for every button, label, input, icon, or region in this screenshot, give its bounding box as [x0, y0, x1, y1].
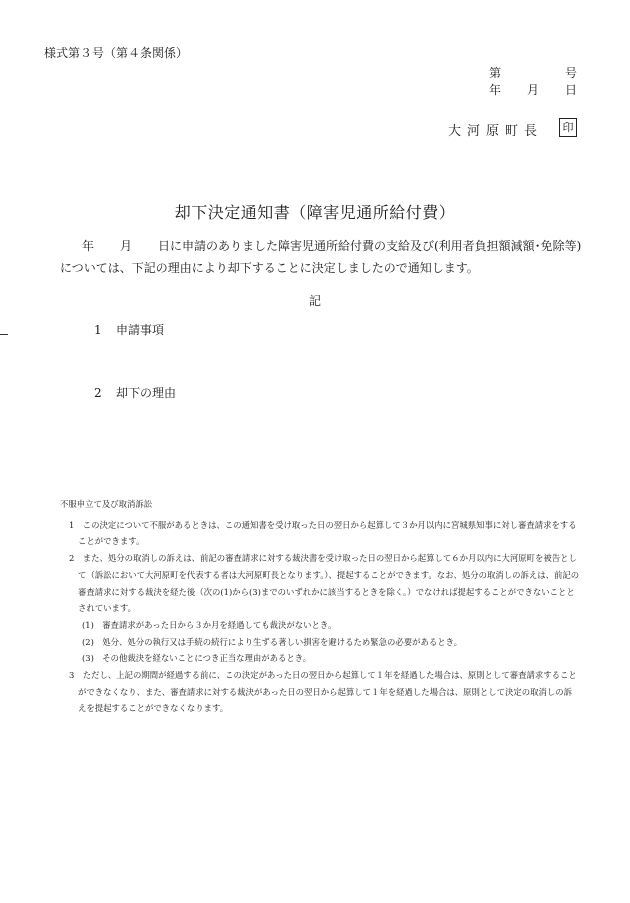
intro-line-1-text: 日に申請のありました障害児通所給付費の支給及び(利用者負担額減額･免除等): [158, 239, 582, 253]
document-title: 却下決定通知書（障害児通所給付費）: [174, 203, 456, 222]
intro-month-label: 月: [120, 239, 133, 253]
seal-box: 印: [559, 118, 577, 137]
note-sub-item-3: (3) その他裁決を経ないことにつき正当な理由があるとき。: [82, 653, 312, 664]
item-label: 申請事項: [116, 323, 165, 337]
item-number: 1: [94, 323, 102, 337]
date-month-label: 月: [527, 83, 540, 97]
ki-heading: 記: [308, 294, 321, 308]
notes-heading: 不服申立て及び取消訴訟: [60, 499, 153, 509]
note-paragraph-2: 2 また、処分の取消しの訴えは、前記の審査請求に対する裁決書を受け取った日の翌日から起算して６か月以内に大河原町を被告として（訴訟において大河原町を代表する者は大河原町長となります。）、提起することができます。なお、処分の取消しの訴えは、前記の審査請求に対する裁決を経た後（次の(1)から(3)までのいずれかに該当するときを除く。）でなければ提起することができないこととされています。: [69, 553, 580, 614]
note-paragraph-3: 3 ただし、上記の期間が経過する前に、この決定があった日の翌日から起算して１年を経過した場合は、原則として審査請求することができなくなり、また、審査請求に対する裁決があった日の翌日から起算して１年を経過した場合は、原則として決定の取消しの訴えを提起することができなくなります。: [69, 670, 577, 714]
note-sub-item-1: (1) 審査請求があった日から３か月を経過しても裁決がないとき。: [82, 619, 337, 630]
margin-mark: [0, 334, 8, 335]
date-year-label: 年: [489, 83, 502, 97]
item-number: 2: [94, 386, 102, 400]
item-label: 却下の理由: [116, 386, 177, 400]
item-rejection-reason: [94, 384, 176, 401]
note-paragraph-1: 1 この決定について不服があるときは、この通知書を受け取った日の翌日から起算して３か月以内に宮城県知事に対し審査請求をすることができます。: [69, 519, 577, 547]
intro-line-2: については、下記の理由により却下することに決定しましたので通知します。: [60, 261, 479, 275]
form-number: 様式第３号（第４条関係）: [44, 46, 189, 60]
date-day-label: 日: [565, 83, 578, 97]
issuer-name: 大河原町長: [448, 124, 544, 139]
intro-line-1: [82, 237, 581, 254]
document-number-label: 第: [489, 66, 502, 80]
appeal-notes: [60, 496, 580, 717]
item-application: [94, 321, 164, 338]
note-sub-item-2: (2) 処分、処分の執行又は手続の続行により生ずる著しい損害を避けるため緊急の必要があるとき。: [82, 636, 463, 647]
intro-year-label: 年: [82, 239, 95, 253]
document-number-suffix: 号: [565, 66, 578, 80]
